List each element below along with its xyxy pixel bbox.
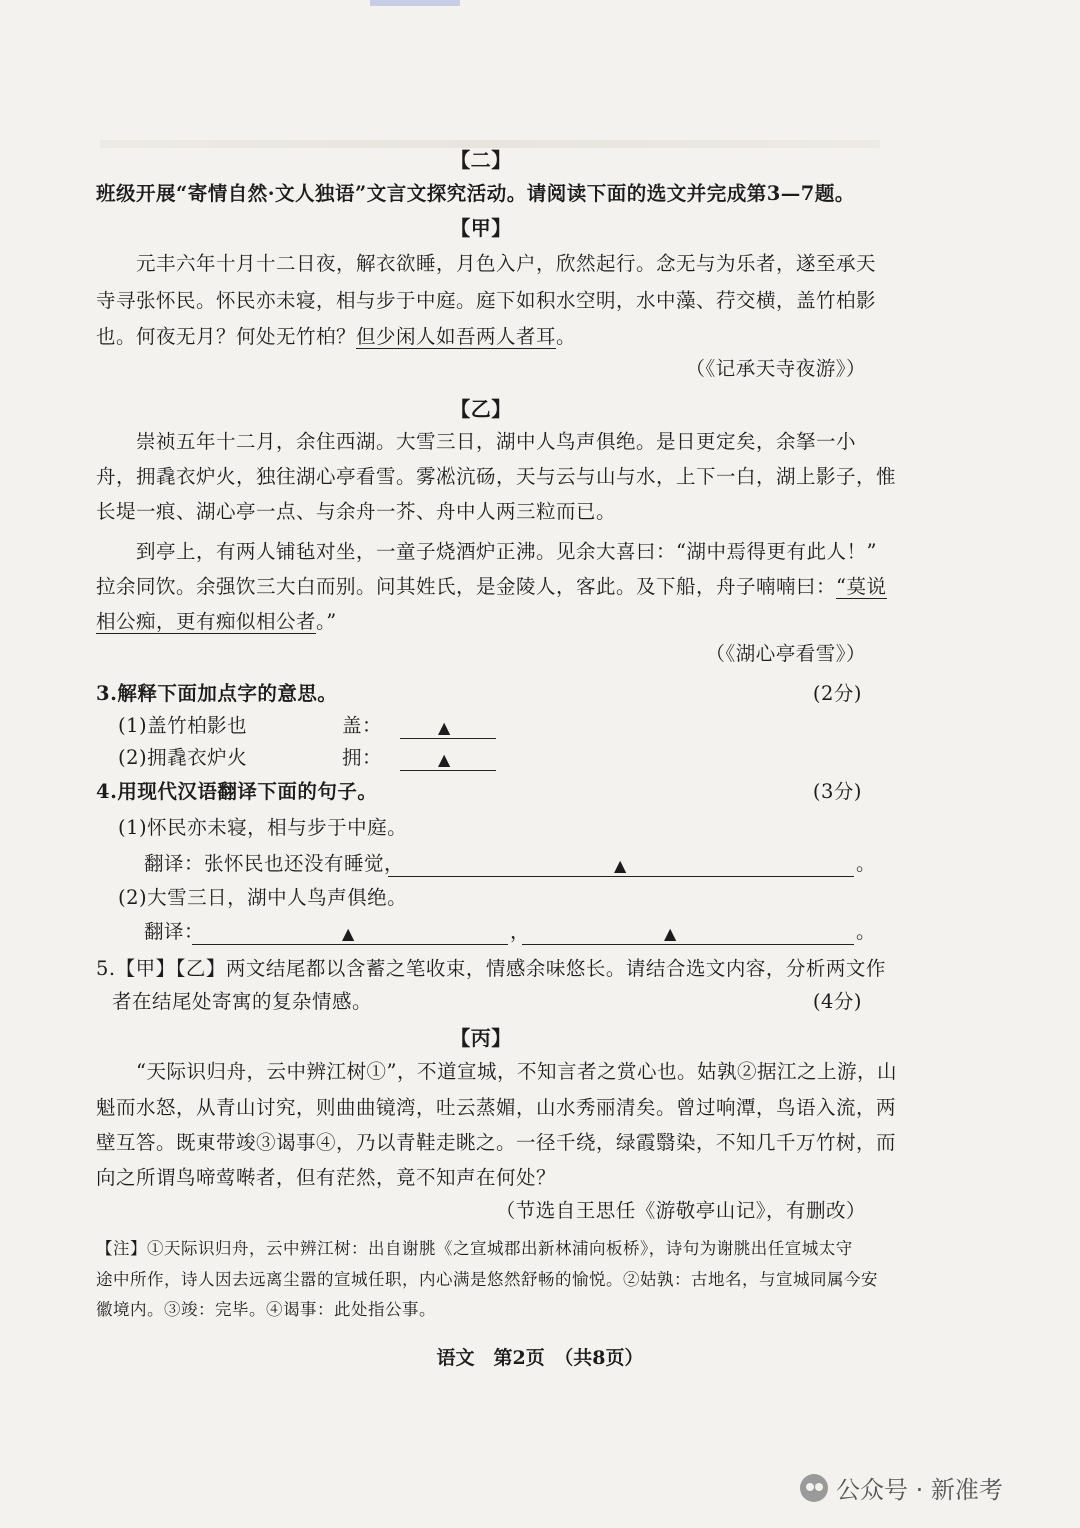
- note-line-1: 【注】①天际识归舟，云中辨江树：出自谢朓《之宣城郡出新林浦向板桥》，诗句为谢朓出任宣城太守: [96, 1239, 853, 1258]
- q3-item-1: [118, 712, 888, 740]
- yi-line-5-text: 拉余同饮。余强饮三大白而别。问其姓氏，是金陵人，客此。及下船，舟子喃喃曰：: [96, 575, 837, 598]
- q3-answer-1-blank[interactable]: [400, 716, 496, 739]
- q3-answer-2-blank[interactable]: [400, 748, 496, 771]
- answer-triangle-icon: ▲: [438, 718, 451, 737]
- bing-heading: 【丙】: [450, 1026, 512, 1050]
- q4-item-1-answer-text: 翻译：张怀民也还没有睡觉，: [144, 852, 405, 875]
- yi-source: （《湖心亭看雪》）: [705, 642, 866, 665]
- q5-line-1: 5.【甲】【乙】两文结尾都以含蓄之笔收束，情感余味悠长。请结合选文内容，分析两文作: [96, 957, 886, 980]
- q4-stem: [96, 778, 866, 806]
- page-footer: 语文 第2页 （共8页）: [436, 1347, 644, 1369]
- q4-translation-2a-blank[interactable]: [192, 922, 508, 945]
- yi-line-6: [96, 608, 866, 636]
- jia-heading: 【甲】: [450, 216, 512, 240]
- q4-item-2-answer-text: 翻译：: [144, 920, 205, 943]
- wechat-icon: [800, 1474, 828, 1502]
- q3-item-1-text: (1)盖竹柏影也: [118, 714, 248, 737]
- yi-line-5: [96, 573, 887, 601]
- q3-item-2: [118, 744, 888, 772]
- yi-line-3: 长堤一痕、湖心亭一点、与余舟一芥、舟中人两三粒而已。: [96, 500, 617, 523]
- bing-line-2: 魁而水怒，从青山讨究，则曲曲镜湾，吐云蒸媚，山水秀丽清矣。曾过响潭，鸟语入流，两: [96, 1096, 897, 1119]
- yi-heading: 【乙】: [450, 397, 512, 421]
- answer-triangle-icon: ▲: [664, 924, 677, 943]
- q3-item-2-text: (2)拥毳衣炉火: [118, 746, 248, 769]
- q5-line-2: [112, 988, 866, 1016]
- jia-line-3: [96, 323, 866, 351]
- q4-stem-text: 4.用现代汉语翻译下面的句子。: [96, 780, 378, 803]
- q4-item-2: (2)大雪三日，湖中人鸟声俱绝。: [118, 886, 408, 909]
- q4-item-1: (1)怀民亦未寝，相与步于中庭。: [118, 816, 408, 839]
- bing-line-3: 壁互答。既東带竣③谒事④，乃以青鞋走眺之。一径千绕，绿霞翳染，不知几千万竹树，而: [96, 1131, 897, 1154]
- q4-points: (3分): [812, 780, 862, 803]
- watermark: [800, 1470, 1003, 1505]
- q3-points: (2分): [812, 682, 862, 705]
- section-heading: 【二】: [450, 148, 512, 172]
- q4-translation-2b-blank[interactable]: [522, 922, 854, 945]
- jia-line-1: 元丰六年十月十二日夜，解衣欲睡，月色入户，欣然起行。念无与为乐者，遂至承天: [136, 252, 877, 275]
- answer-triangle-icon: ▲: [614, 856, 627, 875]
- bing-line-4: 向之所谓鸟啼莺啭者，但有茫然，竟不知声在何处？: [96, 1166, 557, 1189]
- bing-source: （节选自王思任《游敬亭山记》，有删改）: [495, 1199, 866, 1222]
- answer-triangle-icon: ▲: [438, 750, 451, 769]
- yi-line-6-end: 。”: [316, 610, 337, 633]
- note-line-3: 徽境内。③竣：完毕。④谒事：此处指公事。: [96, 1300, 436, 1319]
- q4-item-1-period: 。: [856, 852, 877, 875]
- yi-underlined-start: “莫说: [836, 575, 887, 598]
- bing-line-1: “天际识归舟，云中辨江树①”，不道宣城，不知言者之赏心也。姑孰②据江之上游，山: [136, 1060, 897, 1083]
- q4-item-2-comma: ，: [510, 920, 531, 943]
- answer-triangle-icon: ▲: [342, 924, 355, 943]
- q4-item-1-answer: [144, 850, 877, 878]
- jia-line-3-end: 。: [556, 325, 577, 348]
- jia-underlined-sentence: 但少闲人如吾两人者耳: [356, 325, 557, 348]
- q4-item-2-answer: [144, 918, 877, 946]
- yi-underlined-sentence: 相公痴，更有痴似相公者: [96, 610, 317, 633]
- q3-stem-text: 3.解释下面加点字的意思。: [96, 682, 338, 705]
- q4-item-2-period: 。: [856, 920, 877, 943]
- jia-source: （《记承天寺夜游》）: [685, 357, 866, 380]
- q3-item-1-char: 盖：: [342, 714, 383, 737]
- yi-line-4: 到亭上，有两人铺毡对坐，一童子烧酒炉正沸。见余大喜曰：“湖中焉得更有此人！”: [136, 540, 877, 563]
- yi-line-2: 舟，拥毳衣炉火，独往湖心亭看雪。雾凇沆砀，天与云与山与水，上下一白，湖上影子，惟: [96, 465, 897, 488]
- scan-edge-mark: [370, 0, 460, 6]
- note-line-2: 途中所作，诗人因去远离尘嚣的宣城任职，内心满是悠然舒畅的愉悦。②姑孰：古地名，与宣城同属今安: [96, 1270, 878, 1289]
- q5-points: (4分): [812, 990, 862, 1013]
- intro-text: 班级开展“寄情自然·文人独语”文言文探究活动。请阅读下面的选文并完成第3—7题。: [96, 182, 855, 205]
- jia-line-2: 寺寻张怀民。怀民亦未寝，相与步于中庭。庭下如积水空明，水中藻、荇交横，盖竹柏影: [96, 289, 877, 312]
- yi-line-1: 崇祯五年十二月，余住西湖。大雪三日，湖中人鸟声俱绝。是日更定矣，余拏一小: [136, 430, 857, 453]
- jia-line-3-text: 也。何夜无月？何处无竹柏？: [96, 325, 357, 348]
- q3-item-2-char: 拥：: [342, 746, 383, 769]
- q3-stem: [96, 680, 866, 708]
- q4-translation-1-blank[interactable]: [388, 854, 854, 877]
- q5-line-2-text: 者在结尾处寄寓的复杂情感。: [112, 990, 373, 1013]
- watermark-text: 公众号 · 新准考: [836, 1476, 1003, 1504]
